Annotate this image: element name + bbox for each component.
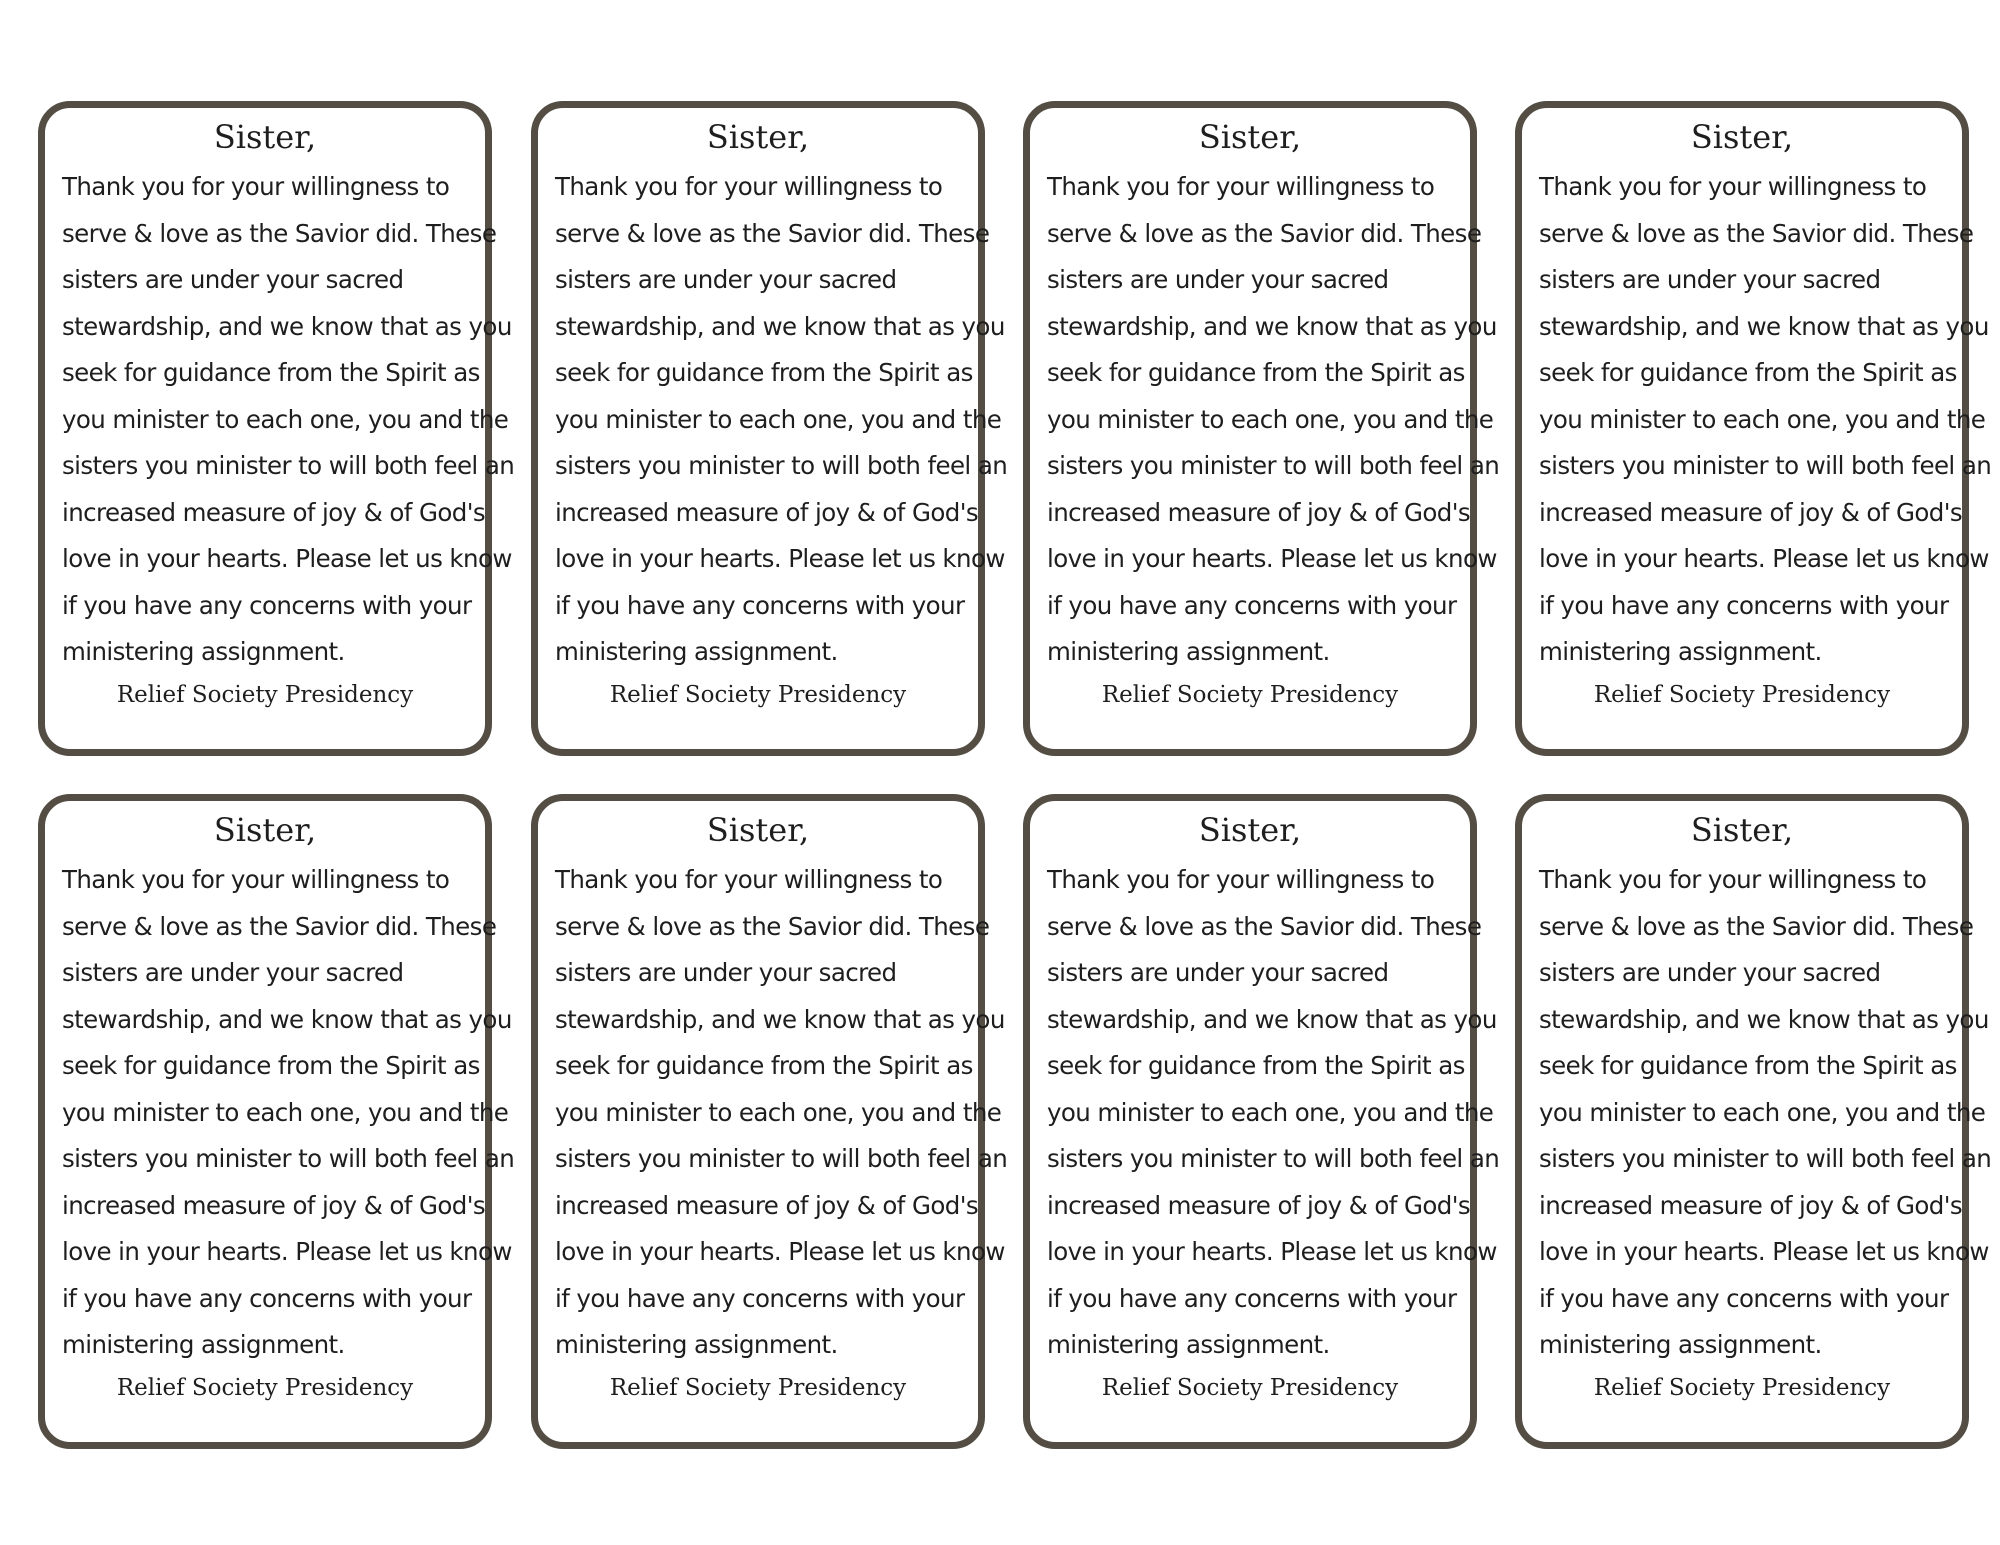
card-message-line: stewardship, and we know that as you (1047, 1004, 1497, 1034)
card-message-line: serve & love as the Savior did. These (1539, 218, 1974, 248)
card-message-line: stewardship, and we know that as you (555, 1004, 1005, 1034)
card-message-line: if you have any concerns with your (1047, 590, 1457, 620)
card-message-line: sisters are under your sacred (62, 265, 404, 294)
card-1 (38, 101, 515, 756)
card-message-line: Thank you for your willingness to (62, 865, 450, 894)
card-7 (1023, 794, 1500, 1449)
card-message-line: increased measure of joy & of God's (1047, 497, 1471, 527)
card-message-line: ministering assignment. (62, 637, 345, 666)
card-message (555, 857, 1008, 1369)
card-message-line: sisters you minister to will both feel an (1539, 1144, 1992, 1173)
card-message-line: Thank you for your willingness to (555, 865, 943, 894)
card-message (62, 164, 515, 676)
card-message-line: ministering assignment. (555, 637, 838, 666)
card-message-line: serve & love as the Savior did. These (62, 218, 497, 248)
card-8 (1515, 794, 1992, 1449)
card-message-line: love in your hearts. Please let us know (1539, 544, 1989, 573)
card-message-line: you minister to each one, you and the (62, 1097, 509, 1127)
card-message-line: serve & love as the Savior did. These (555, 218, 990, 248)
card-title: Sister, (1690, 811, 1794, 849)
card-message-line: sisters are under your sacred (1047, 958, 1389, 987)
card-message-line: you minister to each one, you and the (555, 1097, 1002, 1127)
card-message (1539, 857, 1992, 1369)
card-message-line: serve & love as the Savior did. These (1047, 911, 1482, 941)
card-message-line: stewardship, and we know that as you (1539, 1004, 1989, 1034)
card-message-line: increased measure of joy & of God's (555, 497, 979, 527)
card-message-line: increased measure of joy & of God's (62, 1190, 486, 1220)
card-signature: Relief Society Presidency (609, 1375, 907, 1401)
card-message-line: sisters are under your sacred (1539, 265, 1881, 294)
card-message (1539, 164, 1992, 676)
card-message-line: ministering assignment. (1047, 637, 1330, 666)
card-title: Sister, (706, 811, 810, 849)
card-message-line: increased measure of joy & of God's (1539, 497, 1963, 527)
card-message (1047, 857, 1500, 1369)
card-5 (38, 794, 515, 1449)
card-signature: Relief Society Presidency (1593, 1375, 1891, 1401)
card-message-line: ministering assignment. (1539, 1330, 1822, 1359)
card-message-line: sisters you minister to will both feel an (1047, 1144, 1500, 1173)
card-message-line: seek for guidance from the Spirit as (555, 358, 973, 387)
card-message-line: ministering assignment. (1539, 637, 1822, 666)
card-message-line: increased measure of joy & of God's (1047, 1190, 1471, 1220)
card-message-line: love in your hearts. Please let us know (555, 544, 1005, 573)
card-4 (1515, 101, 1992, 756)
card-message-line: love in your hearts. Please let us know (62, 544, 512, 573)
card-message-line: stewardship, and we know that as you (62, 311, 512, 341)
card-message-line: if you have any concerns with your (1047, 1283, 1457, 1313)
card-message-line: seek for guidance from the Spirit as (1539, 1051, 1957, 1080)
card-message-line: if you have any concerns with your (555, 1283, 965, 1313)
card-message-line: sisters are under your sacred (555, 265, 897, 294)
card-message-line: sisters you minister to will both feel an (555, 1144, 1008, 1173)
card-message-line: Thank you for your willingness to (1539, 865, 1927, 894)
card-title: Sister, (1690, 118, 1794, 156)
card-message-line: Thank you for your willingness to (1047, 172, 1435, 201)
card-message-line: sisters are under your sacred (555, 958, 897, 987)
card-message-line: seek for guidance from the Spirit as (62, 1051, 480, 1080)
card-message-line: serve & love as the Savior did. These (1539, 911, 1974, 941)
card-message-line: seek for guidance from the Spirit as (1047, 1051, 1465, 1080)
card-message-line: you minister to each one, you and the (555, 404, 1002, 434)
card-message-line: sisters you minister to will both feel an (62, 1144, 515, 1173)
card-message-line: if you have any concerns with your (1539, 1283, 1949, 1313)
card-message-line: seek for guidance from the Spirit as (555, 1051, 973, 1080)
card-signature: Relief Society Presidency (1593, 682, 1891, 708)
card-message-line: you minister to each one, you and the (62, 404, 509, 434)
card-message-line: love in your hearts. Please let us know (1539, 1237, 1989, 1266)
card-message-line: you minister to each one, you and the (1047, 1097, 1494, 1127)
card-title: Sister, (1198, 118, 1302, 156)
card-message-line: seek for guidance from the Spirit as (62, 358, 480, 387)
card-message-line: increased measure of joy & of God's (62, 497, 486, 527)
card-message-line: you minister to each one, you and the (1539, 1097, 1986, 1127)
card-message-line: love in your hearts. Please let us know (1047, 544, 1497, 573)
card-message-line: stewardship, and we know that as you (62, 1004, 512, 1034)
card-message-line: serve & love as the Savior did. These (1047, 218, 1482, 248)
card-2 (531, 101, 1008, 756)
card-message-line: if you have any concerns with your (1539, 590, 1949, 620)
card-title: Sister, (213, 118, 317, 156)
card-title: Sister, (706, 118, 810, 156)
card-message-line: stewardship, and we know that as you (1047, 311, 1497, 341)
card-message-line: sisters you minister to will both feel an (1047, 451, 1500, 480)
card-message-line: if you have any concerns with your (62, 590, 472, 620)
card-message-line: increased measure of joy & of God's (1539, 1190, 1963, 1220)
card-message-line: you minister to each one, you and the (1539, 404, 1986, 434)
card-message-line: Thank you for your willingness to (62, 172, 450, 201)
card-message-line: sisters you minister to will both feel an (62, 451, 515, 480)
card-title: Sister, (1198, 811, 1302, 849)
card-message (555, 164, 1008, 676)
card-message-line: stewardship, and we know that as you (1539, 311, 1989, 341)
card-message-line: stewardship, and we know that as you (555, 311, 1005, 341)
card-message-line: sisters you minister to will both feel an (555, 451, 1008, 480)
card-message-line: if you have any concerns with your (555, 590, 965, 620)
card-message-line: sisters are under your sacred (1539, 958, 1881, 987)
card-message-line: love in your hearts. Please let us know (1047, 1237, 1497, 1266)
card-message-line: sisters are under your sacred (1047, 265, 1389, 294)
card-message-line: you minister to each one, you and the (1047, 404, 1494, 434)
card-3 (1023, 101, 1500, 756)
card-message-line: if you have any concerns with your (62, 1283, 472, 1313)
card-message-line: seek for guidance from the Spirit as (1047, 358, 1465, 387)
card-signature: Relief Society Presidency (1101, 1375, 1399, 1401)
card-message-line: ministering assignment. (1047, 1330, 1330, 1359)
card-message-line: sisters are under your sacred (62, 958, 404, 987)
card-message-line: serve & love as the Savior did. These (62, 911, 497, 941)
card-message-line: serve & love as the Savior did. These (555, 911, 990, 941)
card-signature: Relief Society Presidency (116, 1375, 414, 1401)
card-message-line: sisters you minister to will both feel an (1539, 451, 1992, 480)
card-6 (531, 794, 1008, 1449)
card-message-line: Thank you for your willingness to (555, 172, 943, 201)
card-title: Sister, (213, 811, 317, 849)
card-signature: Relief Society Presidency (1101, 682, 1399, 708)
card-signature: Relief Society Presidency (116, 682, 414, 708)
card-signature: Relief Society Presidency (609, 682, 907, 708)
card-message (1047, 164, 1500, 676)
card-message-line: ministering assignment. (555, 1330, 838, 1359)
card-message-line: love in your hearts. Please let us know (555, 1237, 1005, 1266)
card-message-line: ministering assignment. (62, 1330, 345, 1359)
card-message (62, 857, 515, 1369)
card-message-line: Thank you for your willingness to (1539, 172, 1927, 201)
card-message-line: seek for guidance from the Spirit as (1539, 358, 1957, 387)
card-message-line: increased measure of joy & of God's (555, 1190, 979, 1220)
card-message-line: Thank you for your willingness to (1047, 865, 1435, 894)
card-message-line: love in your hearts. Please let us know (62, 1237, 512, 1266)
